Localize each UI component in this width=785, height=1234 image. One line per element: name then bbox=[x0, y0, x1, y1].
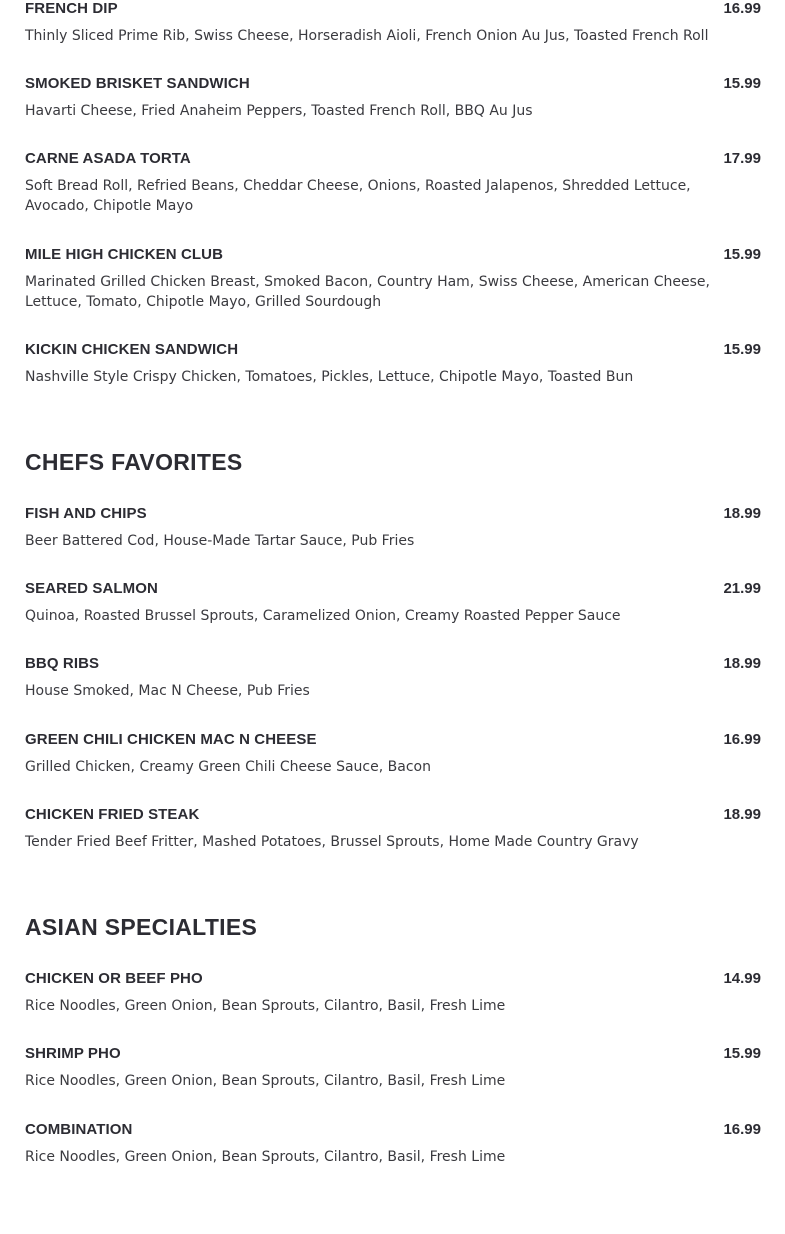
menu-item-bbq-ribs bbox=[25, 655, 761, 701]
item-name: CHICKEN FRIED STEAK bbox=[25, 806, 200, 823]
menu-item-chicken-fried-steak bbox=[25, 806, 761, 852]
item-name: COMBINATION bbox=[25, 1121, 133, 1138]
item-price: 15.99 bbox=[723, 1045, 761, 1062]
menu-item-kickin-chicken-sandwich bbox=[25, 341, 761, 387]
item-price: 16.99 bbox=[723, 1121, 761, 1138]
item-description: Nashville Style Crispy Chicken, Tomatoes, Pickles, Lettuce, Chipotle Mayo, Toasted Bun bbox=[25, 369, 634, 385]
menu-item-chicken-or-beef-pho bbox=[25, 970, 761, 1016]
menu-item-mile-high-chicken-club bbox=[25, 246, 761, 312]
item-price: 16.99 bbox=[723, 731, 761, 748]
section-title-chefs-favorites: CHEFS FAVORITES bbox=[25, 449, 243, 475]
item-name: SHRIMP PHO bbox=[25, 1045, 121, 1062]
menu-item-combination bbox=[25, 1121, 761, 1167]
menu-item-smoked-brisket-sandwich bbox=[25, 75, 761, 121]
item-price: 18.99 bbox=[723, 655, 761, 672]
item-name: CHICKEN OR BEEF PHO bbox=[25, 970, 203, 987]
menu-item-carne-asada-torta bbox=[25, 150, 761, 216]
item-price: 16.99 bbox=[723, 0, 761, 17]
item-description: Marinated Grilled Chicken Breast, Smoked Bacon, Country Ham, Swiss Cheese, American Cheese, Lettuce, Tomato, Chipotle Mayo, Grilled Sourdough bbox=[25, 274, 710, 310]
item-description: Grilled Chicken, Creamy Green Chili Cheese Sauce, Bacon bbox=[25, 759, 431, 775]
menu-item-french-dip bbox=[25, 0, 761, 46]
item-name: KICKIN CHICKEN SANDWICH bbox=[25, 341, 239, 358]
item-name: SMOKED BRISKET SANDWICH bbox=[25, 75, 250, 92]
item-price: 15.99 bbox=[723, 341, 761, 358]
item-name: FISH AND CHIPS bbox=[25, 505, 147, 522]
item-price: 14.99 bbox=[723, 970, 761, 987]
item-description: Beer Battered Cod, House-Made Tartar Sauce, Pub Fries bbox=[25, 533, 415, 549]
item-price: 18.99 bbox=[723, 505, 761, 522]
item-name: GREEN CHILI CHICKEN MAC N CHEESE bbox=[25, 731, 317, 748]
item-price: 15.99 bbox=[723, 246, 761, 263]
item-price: 17.99 bbox=[723, 150, 761, 167]
item-description: Havarti Cheese, Fried Anaheim Peppers, Toasted French Roll, BBQ Au Jus bbox=[25, 103, 533, 119]
item-name: MILE HIGH CHICKEN CLUB bbox=[25, 246, 224, 263]
item-name: CARNE ASADA TORTA bbox=[25, 150, 191, 167]
item-description: Rice Noodles, Green Onion, Bean Sprouts, Cilantro, Basil, Fresh Lime bbox=[25, 1073, 506, 1089]
menu-item-fish-and-chips bbox=[25, 505, 761, 551]
item-description: Rice Noodles, Green Onion, Bean Sprouts, Cilantro, Basil, Fresh Lime bbox=[25, 1149, 506, 1165]
item-name: SEARED SALMON bbox=[25, 580, 158, 597]
item-description: Soft Bread Roll, Refried Beans, Cheddar Cheese, Onions, Roasted Jalapenos, Shredded Lettuce, Avocado, Chipotle Mayo bbox=[25, 178, 691, 214]
item-description: Tender Fried Beef Fritter, Mashed Potatoes, Brussel Sprouts, Home Made Country Gravy bbox=[25, 834, 639, 850]
item-description: House Smoked, Mac N Cheese, Pub Fries bbox=[25, 683, 310, 699]
item-description: Thinly Sliced Prime Rib, Swiss Cheese, Horseradish Aioli, French Onion Au Jus, Toasted French Roll bbox=[25, 28, 709, 44]
item-description: Rice Noodles, Green Onion, Bean Sprouts, Cilantro, Basil, Fresh Lime bbox=[25, 998, 506, 1014]
menu-item-seared-salmon bbox=[25, 580, 761, 626]
item-price: 21.99 bbox=[723, 580, 761, 597]
item-name: FRENCH DIP bbox=[25, 0, 118, 17]
item-description: Quinoa, Roasted Brussel Sprouts, Caramelized Onion, Creamy Roasted Pepper Sauce bbox=[25, 608, 621, 624]
menu-item-green-chili-chicken-mac-n-cheese bbox=[25, 731, 761, 777]
item-price: 15.99 bbox=[723, 75, 761, 92]
section-title-asian-specialties: ASIAN SPECIALTIES bbox=[25, 914, 258, 940]
item-name: BBQ RIBS bbox=[25, 655, 100, 672]
item-price: 18.99 bbox=[723, 806, 761, 823]
menu-item-shrimp-pho bbox=[25, 1045, 761, 1091]
